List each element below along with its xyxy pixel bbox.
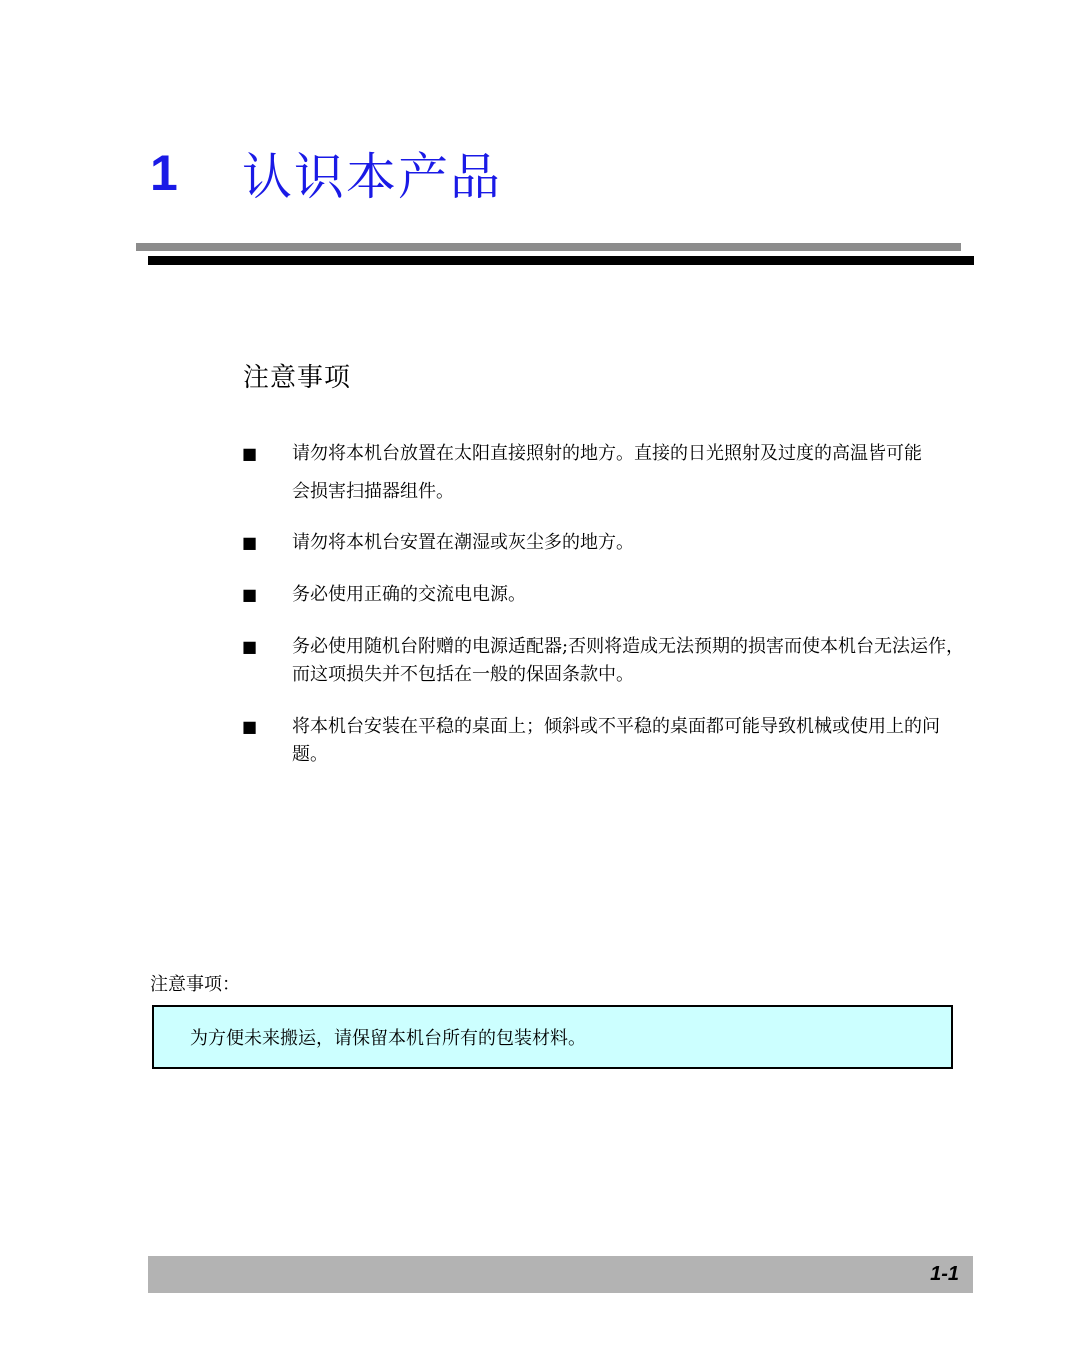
- square-bullet-icon: ■: [242, 585, 258, 604]
- header-rule-gray: [136, 243, 961, 251]
- chapter-number: 1: [150, 145, 178, 201]
- list-item: [242, 529, 982, 557]
- list-item: [242, 713, 982, 769]
- list-item-text: 请勿将本机台安置在潮湿或灰尘多的地方。: [292, 532, 634, 553]
- header-rule-black: [148, 256, 974, 265]
- square-bullet-icon: ■: [242, 717, 258, 736]
- list-item-text: 请勿将本机台放置在太阳直接照射的地方。直接的日光照射及过度的高温皆可能会损害扫描器组件。: [292, 443, 922, 502]
- note-text: 为方便未来搬运，请保留本机台所有的包装材料。: [190, 1028, 586, 1049]
- list-item-text: 将本机台安装在平稳的桌面上；倾斜或不平稳的桌面都可能导致机械或使用上的问题。: [292, 716, 940, 765]
- square-bullet-icon: ■: [242, 637, 258, 656]
- note-label: 注意事项：: [150, 974, 240, 995]
- note-box: [152, 1005, 953, 1069]
- list-item: [242, 581, 982, 609]
- list-item-text: 务必使用正确的交流电电源。: [292, 584, 526, 605]
- precautions-list: [242, 440, 982, 769]
- footer-bar: [148, 1256, 973, 1293]
- square-bullet-icon: ■: [242, 533, 258, 552]
- page-number: 1-1: [930, 1263, 959, 1285]
- chapter-title: 认识本产品: [242, 148, 502, 206]
- chapter-heading: [150, 138, 502, 208]
- section-title: 注意事项: [243, 363, 352, 393]
- square-bullet-icon: ■: [242, 444, 258, 463]
- list-item: [242, 633, 982, 689]
- list-item-text: 务必使用随机台附赠的电源适配器;否则将造成无法预期的损害而使本机台无法运作，而这项损失并不包括在一般的保固条款中。: [292, 636, 965, 685]
- list-item: [242, 440, 982, 511]
